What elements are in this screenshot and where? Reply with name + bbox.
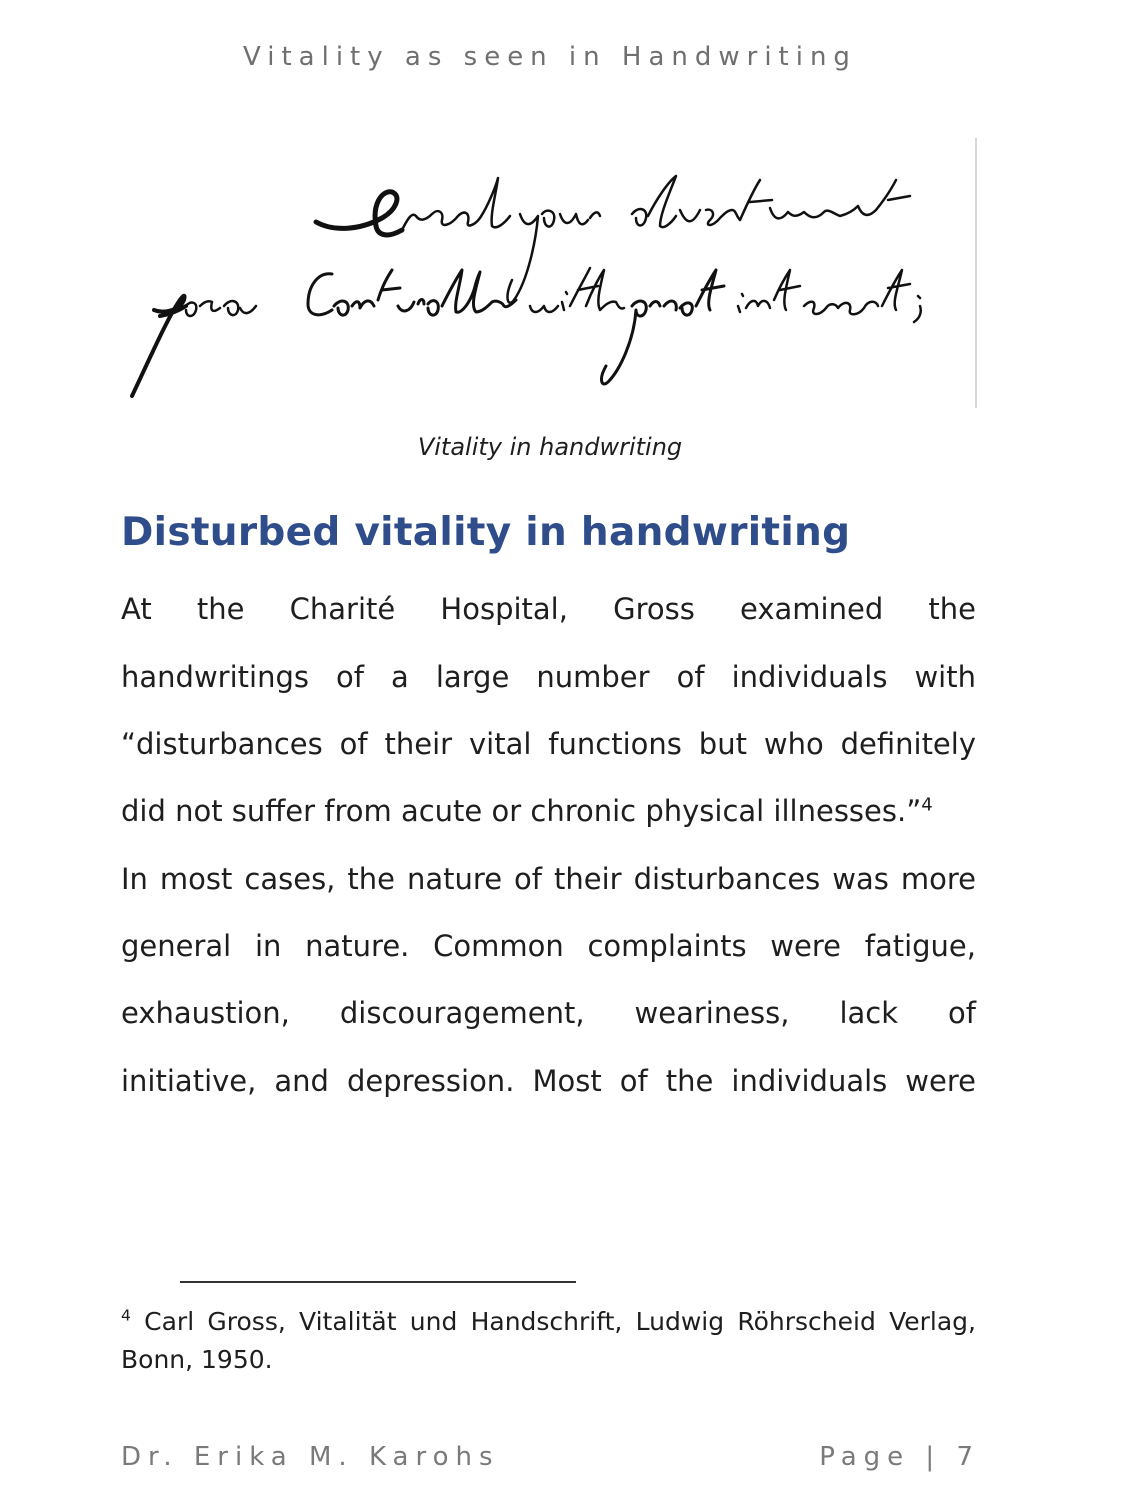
footer-page-number: Page | 7 — [819, 1442, 980, 1472]
body-line: exhaustion, discouragement, weariness, lack of — [121, 996, 976, 1030]
footnote-reference[interactable]: 4 — [921, 794, 933, 816]
body-line: At the Charité Hospital, Gross examined the — [121, 592, 976, 626]
running-header: Vitality as seen in Handwriting — [243, 42, 857, 72]
body-line: “disturbances of their vital functions but who definitely — [121, 727, 976, 761]
body-line: In most cases, the nature of their disturbances was more — [121, 862, 976, 896]
footnote-line — [121, 1304, 976, 1340]
footnote-line: Bonn, 1950. — [121, 1345, 273, 1374]
body-line-text: did not suffer from acute or chronic physical illnesses.” — [121, 794, 922, 828]
section-heading: Disturbed vitality in handwriting — [121, 510, 851, 555]
body-line: handwritings of a large number of individuals with — [121, 660, 976, 694]
handwriting-sample-image — [120, 130, 980, 415]
body-line: initiative, and depression. Most of the individuals were — [121, 1064, 976, 1098]
footnote-separator — [180, 1281, 576, 1283]
footer-author: Dr. Erika M. Karohs — [121, 1442, 500, 1472]
footnote-text: Carl Gross, Vitalität und Handschrift, Ludwig Röhrscheid Verlag, — [144, 1307, 976, 1336]
footnote-number: 4 — [121, 1306, 131, 1325]
body-line-with-footnote — [121, 791, 976, 831]
body-line: general in nature. Common complaints were fatigue, — [121, 929, 976, 963]
figure-caption: Vitality in handwriting — [417, 433, 683, 461]
